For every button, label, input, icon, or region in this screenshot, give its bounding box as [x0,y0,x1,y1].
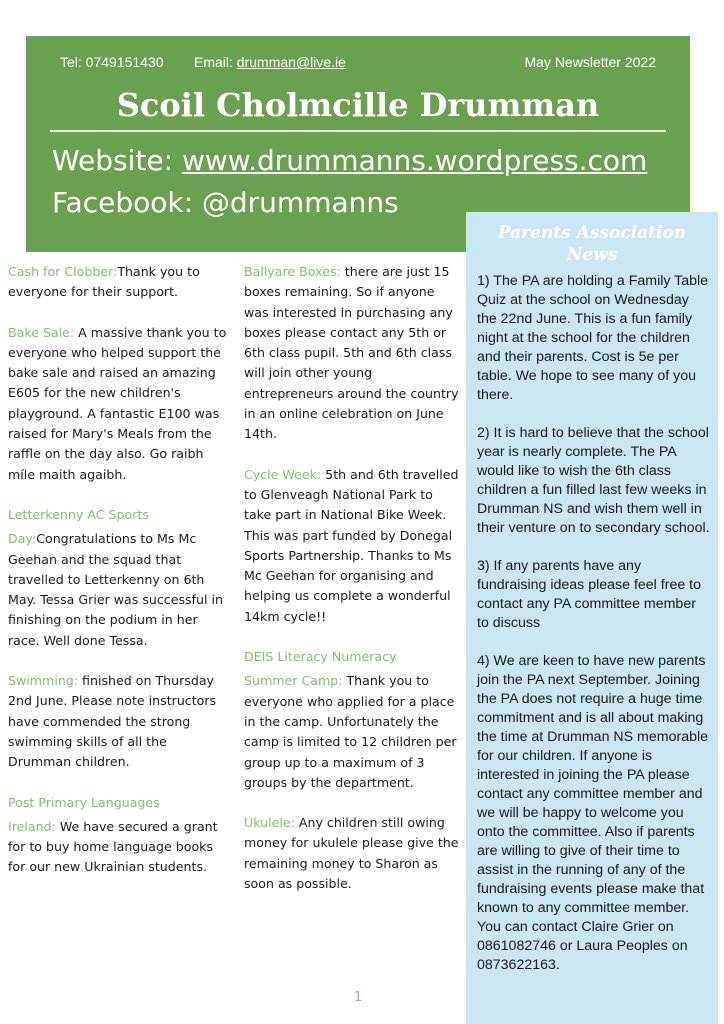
section-heading: Cash for Clobber: [8,264,118,279]
section-heading-cont: Summer Camp: [244,673,343,689]
parents-association-panel [466,212,718,1024]
cash-for-clobber-section [8,262,228,303]
section-body: A massive thank you to everyone who helped support the bake sale and raised an amazing E605 for the new children's playground. A fantastic E100 was raised for Mary's Meals from the raffle on the day also. Go raibh míle maith agaibh. [8,324,227,482]
section-body: Thank you to everyone who applied for a place in the camp. Unfortunately the camp is limited to 12 children per group up to a maximum of 3 groups by the department. [244,673,457,790]
section-body: 5th and 6th travelled to Glenveagh National Park to take part in National Bike Week. This was part funded by Donegal Sports Partnership. Thanks to Ms Mc Geehan for organising and helping us complete a wonderful 14km cycle!! [244,466,459,624]
email-label: Email: [194,54,233,70]
website-label: Website: [52,144,174,177]
section-heading: Letterkenny AC Sports [8,506,149,522]
section-body: finished on Thursday 2nd June. Please note instructors have commended the strong swimming skills of all the Drumman children. [8,673,217,770]
pa-item: 3) If any parents have any fundraising ideas please feel free to contact any PA committee member to discuss [477,558,701,631]
pa-item: 4) We are keen to have new parents join the PA next September. Joining the PA does not require a huge time commitment and is all about making the time at Drumman NS memorable for our children. If anyone is interested in joining the PA please contact any committee member and we will be happy to welcome you onto the committee. Also if parents are willing to give of their time to assist in the running of any of the fundraising events please make that known to any committee member. You can contact Claire Grier on 0861082746 or Laura Peoples on 0873622163. [477,653,709,973]
section-body: Congratulations to Ms Mc Geehan and the squad that travelled to Letterkenny on 6th May. Tessa Grier was successful in finishing on the podium in her race. Well done Tessa. [8,531,223,648]
pa-item: 2) It is hard to believe that the school year is nearly complete. The PA would like to wish the 6th class children a fun filled last few weeks in Drumman NS and wish them well in their venture on to secondary school. [477,425,710,536]
news-column-middle [244,262,460,914]
ballyare-boxes-section [244,262,460,445]
deis-summer-camp-section [244,647,460,793]
cycle-week-section [244,465,460,627]
newsletter-issue: May Newsletter 2022 [524,54,656,70]
section-heading: Post Primary Languages [8,794,160,810]
ukulele-section [244,813,460,894]
phone-number: Tel: 0749151430 [60,54,164,70]
section-body: We have secured a grant for to buy home language books for our new Ukrainian students. [8,818,218,875]
header-divider [50,130,666,132]
section-body: there are just 15 boxes remaining. So if anyone was interested in purchasing any boxes please contact any 5th or 6th class pupil. 5th and 6th class will join other young entrepreneurs around the country in an online celebration on June 14th. [244,264,459,442]
website-line [52,144,647,177]
email-link[interactable]: drumman@live.ie [236,54,346,70]
section-heading: Ballyare Boxes: [244,264,341,279]
section-body: Thank you to everyone for their support. [8,264,200,300]
news-column-left [8,262,228,898]
email-line [194,54,346,70]
pa-title: Parents Association News [497,223,687,265]
section-body: Any children still owing money for ukulele please give the remaining money to Sharon as soon as possible. [244,815,459,892]
bake-sale-section [8,323,228,485]
section-heading: Ukulele: [244,815,295,831]
facebook-line: Facebook: @drummanns [52,186,399,219]
section-heading-cont: Day: [8,531,37,547]
swimming-section [8,671,228,772]
school-name: Scoil Cholmcille Drumman [116,86,600,124]
section-heading: Swimming: [8,673,79,689]
section-heading: DEIS Literacy Numeracy [244,649,397,665]
post-primary-languages-section [8,793,228,878]
website-link[interactable]: www.drummanns.wordpress.com [181,144,648,177]
page-number: 1 [354,990,363,1005]
section-heading-cont: Ireland: [8,818,56,834]
pa-item: 1) The PA are holding a Family Table Quiz at the school on Wednesday the 22nd June. This is a fun family night at the school for the children and their parents. Cost is 5e per table. We hope to see many of you there. [477,273,709,403]
section-heading: Bake Sale: [8,324,75,340]
letterkenny-sports-section [8,505,228,651]
section-heading: Cycle Week: [244,466,322,482]
